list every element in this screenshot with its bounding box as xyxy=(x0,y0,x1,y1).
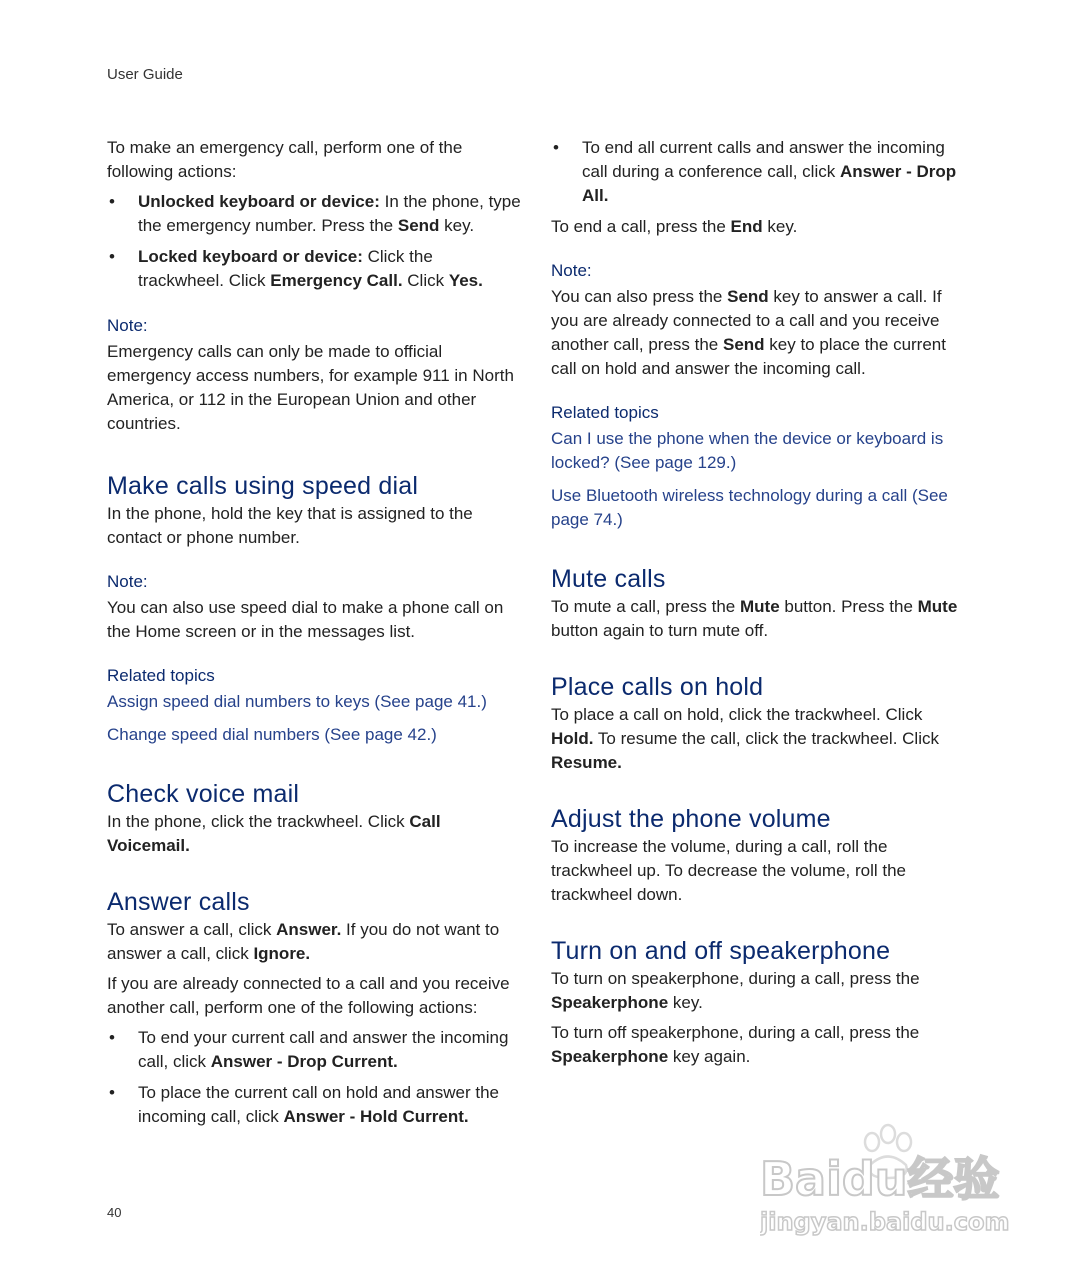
hold-text: To place a call on hold, click the trackwheel. Click Hold. To resume the call, click the trackwheel. Click Resume. xyxy=(551,705,939,772)
emergency-actions-list xyxy=(107,190,522,293)
heading-adjust-volume: Adjust the phone volume xyxy=(551,805,831,833)
baidu-watermark xyxy=(760,1120,1010,1250)
link-assign-speed-dial[interactable]: Assign speed dial numbers to keys (See page 41.) xyxy=(107,692,487,711)
heading-mute-calls: Mute calls xyxy=(551,565,666,593)
note-label: Note: xyxy=(551,261,592,280)
heading-speed-dial: Make calls using speed dial xyxy=(107,472,419,500)
heading-place-calls-on-hold: Place calls on hold xyxy=(551,673,764,701)
voicemail-text: In the phone, click the trackwheel. Click Call Voicemail. xyxy=(107,812,441,855)
list-item: • To end your current call and answer the incoming call, click Answer - Drop Current. xyxy=(107,1026,522,1074)
link-change-speed-dial[interactable]: Change speed dial numbers (See page 42.) xyxy=(107,725,437,744)
right-column xyxy=(551,136,966,1075)
running-header: User Guide xyxy=(107,66,183,83)
heading-answer-calls: Answer calls xyxy=(107,888,250,916)
heading-check-voice-mail: Check voice mail xyxy=(107,780,300,808)
list-item: • To place the current call on hold and answer the incoming call, click Answer - Hold Current. xyxy=(107,1081,522,1129)
note-label: Note: xyxy=(107,572,148,591)
note-text: You can also use speed dial to make a phone call on the Home screen or in the messages list. xyxy=(107,598,504,641)
watermark-brand-text: Baidu经验 xyxy=(760,1152,1000,1206)
page-number: 40 xyxy=(107,1205,122,1220)
end-call-text: To end a call, press the End key. xyxy=(551,217,798,236)
speakerphone-on-text: To turn on speakerphone, during a call, press the Speakerphone key. xyxy=(551,969,920,1012)
left-column xyxy=(107,136,522,1136)
answer-actions-list xyxy=(107,1026,522,1129)
volume-text: To increase the volume, during a call, roll the trackwheel up. To decrease the volume, roll the trackwheel down. xyxy=(551,837,906,904)
mute-text: To mute a call, press the Mute button. Press the Mute button again to turn mute off. xyxy=(551,597,958,640)
answer-text: To answer a call, click Answer. If you do not want to answer a call, click Ignore. xyxy=(107,920,500,963)
watermark-url-text: jingyan.baidu.com xyxy=(760,1208,1010,1236)
note-label: Note: xyxy=(107,316,148,335)
heading-speakerphone: Turn on and off speakerphone xyxy=(551,937,891,965)
emergency-intro: To make an emergency call, perform one of the following actions: xyxy=(107,138,463,181)
note-text: Emergency calls can only be made to official emergency access numbers, for example 911 in North America, or 112 in the European Union and other countries. xyxy=(107,342,514,433)
note-text: You can also press the Send key to answer a call. If you are already connected to a call and you receive another call, press the Send key to place the current call on hold and answer the incoming call. xyxy=(551,287,946,378)
related-topics-label: Related topics xyxy=(551,403,659,422)
link-locked-phone[interactable]: Can I use the phone when the device or keyboard is locked? (See page 129.) xyxy=(551,429,944,472)
conference-actions-list xyxy=(551,136,966,208)
speed-dial-text: In the phone, hold the key that is assigned to the contact or phone number. xyxy=(107,504,473,547)
list-item: • Locked keyboard or device: Click the trackwheel. Click Emergency Call. Click Yes. xyxy=(107,245,522,293)
speakerphone-off-text: To turn off speakerphone, during a call, press the Speakerphone key again. xyxy=(551,1023,920,1066)
list-item: • To end all current calls and answer the incoming call during a conference call, click Answer - Drop All. xyxy=(551,136,966,208)
answer-text-2: If you are already connected to a call and you receive another call, perform one of the following actions: xyxy=(107,974,510,1017)
link-bluetooth[interactable]: Use Bluetooth wireless technology during a call (See page 74.) xyxy=(551,486,948,529)
related-topics-label: Related topics xyxy=(107,666,215,685)
list-item: • Unlocked keyboard or device: In the phone, type the emergency number. Press the Send key. xyxy=(107,190,522,238)
